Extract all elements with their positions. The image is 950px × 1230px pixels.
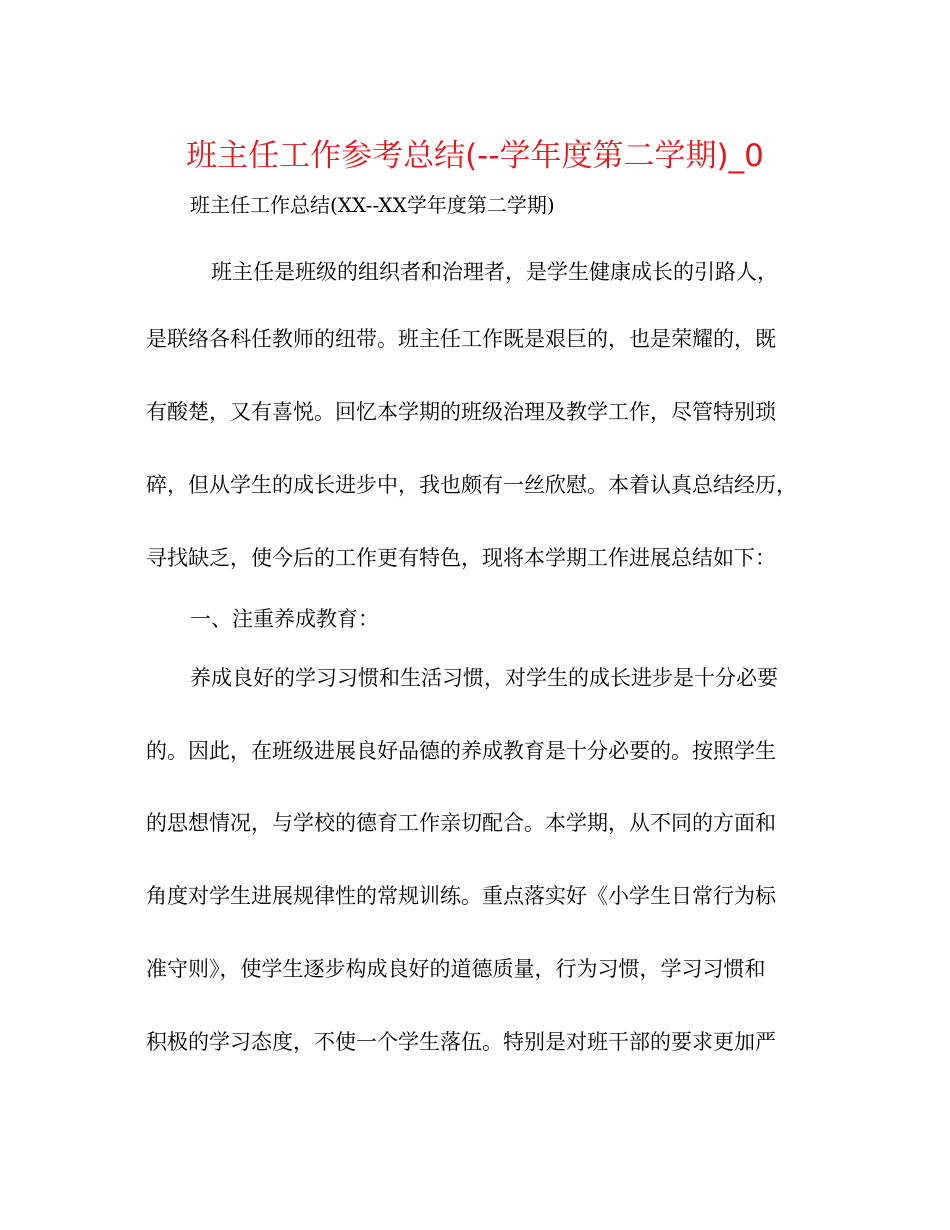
paragraph-line: 碎，但从学生的成长进步中，我也颇有一丝欣慰。本着认真总结经历， — [146, 473, 797, 497]
paragraph-line: 积极的学习态度，不使一个学生落伍。特别是对班干部的要求更加严 — [146, 1030, 776, 1054]
paragraph-line: 准守则》，使学生逐步构成良好的道德质量，行为习惯，学习习惯和 — [146, 957, 766, 981]
paragraph-line: 寻找缺乏，使今后的工作更有特色，现将本学期工作进展总结如下： — [146, 546, 776, 570]
paragraph-line: 角度对学生进展规律性的常规训练。重点落实好《小学生日常行为标 — [146, 884, 776, 908]
section-heading: 一、注重养成教育： — [190, 607, 379, 631]
document-subtitle: 班主任工作总结(XX--XX学年度第二学期) — [190, 193, 555, 217]
paragraph-line: 有酸楚，又有喜悦。回忆本学期的班级治理及教学工作，尽管特别琐 — [146, 400, 776, 424]
document-title: 班主任工作参考总结(--学年度第二学期)_0 — [186, 138, 764, 174]
paragraph-line: 是联络各科任教师的纽带。班主任工作既是艰巨的，也是荣耀的，既 — [146, 327, 776, 351]
paragraph-line: 的。因此，在班级进展良好品德的养成教育是十分必要的。按照学生 — [146, 739, 776, 763]
paragraph-line: 养成良好的学习习惯和生活习惯，对学生的成长进步是十分必要 — [190, 666, 778, 690]
paragraph-line: 的思想情况，与学校的德育工作亲切配合。本学期，从不同的方面和 — [146, 811, 776, 835]
paragraph-line: 班主任是班级的组织者和治理者，是学生健康成长的引路人， — [190, 260, 778, 284]
